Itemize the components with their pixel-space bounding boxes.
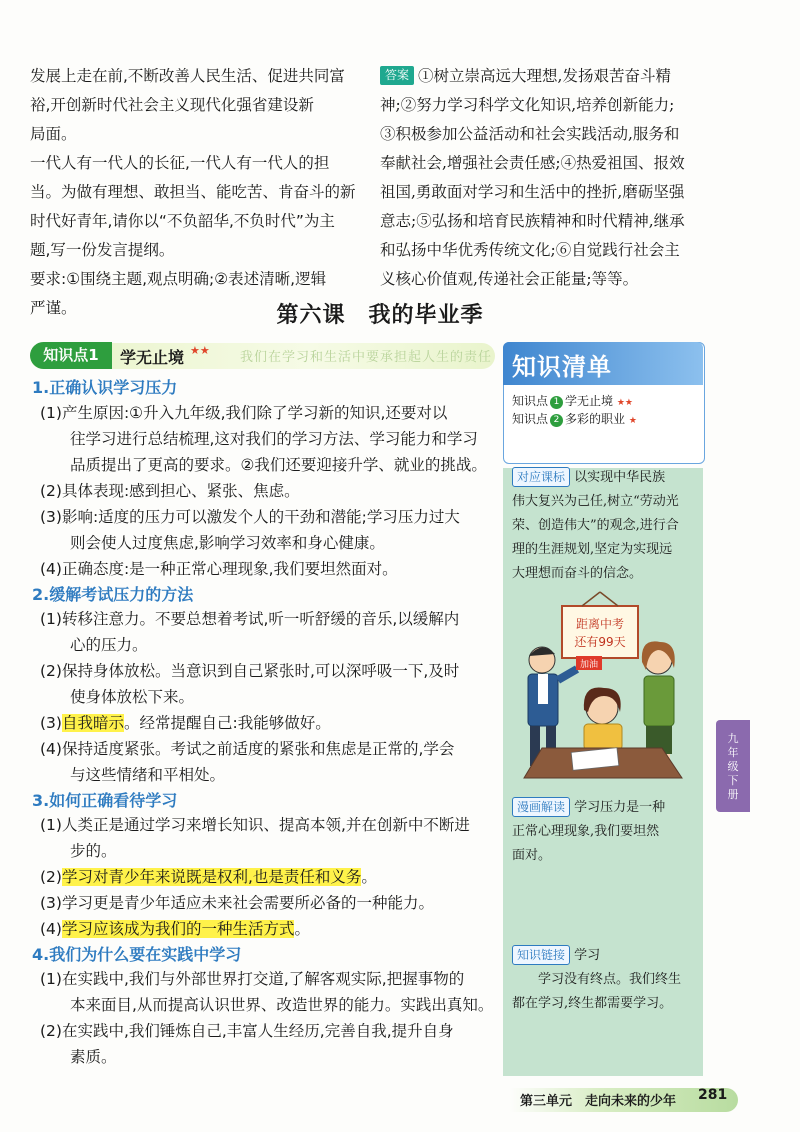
section-heading-1: 1.正确认识学习压力 (32, 378, 178, 397)
answer-line: 祖国,勇敢面对学习和生活中的挫折,磨砺坚强 (380, 183, 685, 201)
page-number: 281 (698, 1087, 728, 1103)
list-item: 本来面目,从而提高认识世界、改造世界的能力。实践出真知。 (70, 996, 494, 1014)
list-item (40, 916, 310, 942)
answer-block (380, 62, 710, 294)
countdown-board (562, 606, 638, 658)
curriculum-note (512, 466, 698, 586)
knowledge-point-badge: 知识点1 (30, 342, 112, 369)
list-item: (3)影响:适度的压力可以激发个人的干劲和潜能;学习压力过大 (40, 508, 460, 526)
list-item (40, 864, 377, 890)
note-line: 伟大复兴为己任,树立“劳动光 (512, 494, 679, 509)
note-line: 都在学习,终生都需要学习。 (512, 996, 673, 1011)
tab-char: 册 (727, 788, 739, 801)
star-icon: ★ (628, 416, 637, 426)
section-heading-3: 3.如何正确看待学习 (32, 791, 178, 810)
list-item: (1)产生原因:①升入九年级,我们除了学习新的知识,还要对以 (40, 404, 448, 422)
list-item: 与这些情绪和平相处。 (70, 766, 226, 784)
prompt-line: 要求:①围绕主题,观点明确;②表述清晰,逻辑 (30, 270, 327, 288)
cartoon-illustration (512, 588, 698, 786)
answer-line: 和弘扬中华优秀传统文化;⑥自觉践行社会主 (380, 241, 680, 259)
number-dot: 1 (550, 396, 563, 409)
board-text-1: 距离中考 (575, 617, 625, 631)
essay-prompt (30, 62, 360, 323)
answer-line: ③积极参加公益活动和社会实践活动,服务和 (380, 125, 680, 143)
list-item: (4)正确态度:是一种正常心理现象,我们要坦然面对。 (40, 560, 398, 578)
cheer-sign-text: 加油 (579, 660, 599, 670)
list-item: 品质提出了更高的要求。②我们还要迎接升学、就业的挑战。 (70, 456, 487, 474)
answer-line: 意志;⑤弘扬和培育民族精神和时代精神,继承 (380, 212, 685, 230)
list-item: (4)保持适度紧张。考试之前适度的紧张和焦虑是正常的,学会 (40, 740, 455, 758)
list-item: (2)在实践中,我们锤炼自己,丰富人生经历,完善自我,提升自身 (40, 1022, 454, 1040)
answer-tag: 答案 (380, 66, 414, 85)
item-label: 多彩的职业 (565, 412, 626, 426)
tab-char: 年 (727, 746, 739, 759)
item-number: (3) (40, 714, 62, 732)
list-item (40, 710, 331, 736)
prompt-line: 裕,开创新时代社会主义现代化强省建设新 (30, 96, 314, 114)
knowledge-list-title: 知识清单 (512, 353, 612, 381)
grade-side-tab (716, 720, 750, 812)
list-item: (2)保持身体放松。当意识到自己紧张时,可以深呼吸一下,及时 (40, 662, 460, 680)
comic-tag: 漫画解读 (512, 797, 570, 817)
unit-title: 第三单元 走向未来的少年 (520, 1094, 677, 1109)
knowledge-list-item-2 (512, 410, 637, 427)
answer-line: ①树立崇高远大理想,发扬艰苦奋斗精 (418, 67, 671, 85)
list-item: 使身体放松下来。 (70, 688, 195, 706)
section-heading-4: 4.我们为什么要在实践中学习 (32, 945, 242, 964)
knowledge-list-item-1 (512, 392, 633, 409)
prompt-line: 题,写一份发言提纲。 (30, 241, 175, 259)
highlighted-text: 学习应该成为我们的一种生活方式 (61, 920, 295, 938)
number-dot: 2 (550, 414, 563, 427)
lesson-title: 第六课 我的毕业季 (276, 303, 484, 328)
prompt-line: 严谨。 (30, 299, 77, 317)
note-line: 学习没有终点。我们终生 (538, 972, 682, 987)
knowledge-link-note (512, 944, 698, 1016)
list-item: 素质。 (70, 1048, 117, 1066)
item-prefix: 知识点 (512, 394, 549, 408)
note-line: 学习压力是一种 (574, 800, 666, 815)
note-line: 理的生涯规划,坚定为实现远 (512, 542, 673, 557)
item-prefix: 知识点 (512, 412, 549, 426)
list-item: 则会使人过度焦虑,影响学习效率和身心健康。 (70, 534, 385, 552)
list-item: (1)在实践中,我们与外部世界打交道,了解客观实际,把握事物的 (40, 970, 465, 988)
answer-line: 奉献社会,增强社会责任感;④热爱祖国、报效 (380, 154, 685, 172)
list-item: (3)学习更是青少年适应未来社会需要所必备的一种能力。 (40, 894, 434, 912)
list-item: (1)人类正是通过学习来增长知识、提高本领,并在创新中不断进 (40, 816, 470, 834)
prompt-line: 时代好青年,请你以“不负韶华,不负时代”为主 (30, 212, 335, 230)
prompt-line: 发展上走在前,不断改善人民生活、促进共同富 (30, 67, 345, 85)
item-number: (2) (40, 868, 62, 886)
prompt-line: 当。为做有理想、敢担当、能吃苦、肯奋斗的新 (30, 183, 356, 201)
curriculum-tag: 对应课标 (512, 467, 570, 487)
prompt-line: 一代人有一代人的长征,一代人有一代人的担 (30, 154, 330, 172)
note-line: 正常心理现象,我们要坦然 (512, 824, 660, 839)
note-line: 面对。 (512, 848, 552, 863)
item-text: 。经常提醒自己:我能够做好。 (123, 714, 331, 732)
section-heading-2: 2.缓解考试压力的方法 (32, 585, 194, 604)
faded-bar-text: 我们在学习和生活中要承担起人生的责任 (240, 350, 493, 365)
list-item: (2)具体表现:感到担心、紧张、焦虑。 (40, 482, 300, 500)
list-item: 往学习进行总结梳理,这对我们的学习方法、学习能力和学习 (70, 430, 478, 448)
list-item: 心的压力。 (70, 636, 148, 654)
item-number: (4) (40, 920, 62, 938)
tab-char: 九 (727, 732, 739, 745)
item-text: 。 (294, 920, 310, 938)
answer-line: 义核心价值观,传递社会正能量;等等。 (380, 270, 639, 288)
note-line: 大理想而奋斗的信念。 (512, 566, 643, 581)
highlighted-text: 学习对青少年来说既是权利,也是责任和义务 (61, 868, 362, 886)
prompt-line: 局面。 (30, 125, 77, 143)
comic-note (512, 796, 698, 868)
tab-char: 级 (727, 760, 739, 773)
knowledge-link-tag: 知识链接 (512, 945, 570, 965)
note-line: 荣、创造伟大”的观念,进行合 (512, 518, 679, 533)
knowledge-point-title: 学无止境 (120, 348, 185, 367)
list-item: (1)转移注意力。不要总想着考试,听一听舒缓的音乐,以缓解内 (40, 610, 460, 628)
item-text: 。 (361, 868, 377, 886)
link-title: 学习 (574, 948, 601, 963)
list-item: 步的。 (70, 842, 117, 860)
board-text-2: 还有99天 (574, 635, 626, 649)
answer-line: 神;②努力学习科学文化知识,培养创新能力; (380, 96, 675, 114)
star-icon: ★★ (190, 344, 210, 357)
highlighted-text: 自我暗示 (61, 714, 124, 732)
tab-char: 下 (727, 774, 739, 787)
star-icon: ★★ (616, 398, 633, 408)
item-label: 学无止境 (565, 394, 614, 408)
note-line: 以实现中华民族 (574, 470, 666, 485)
